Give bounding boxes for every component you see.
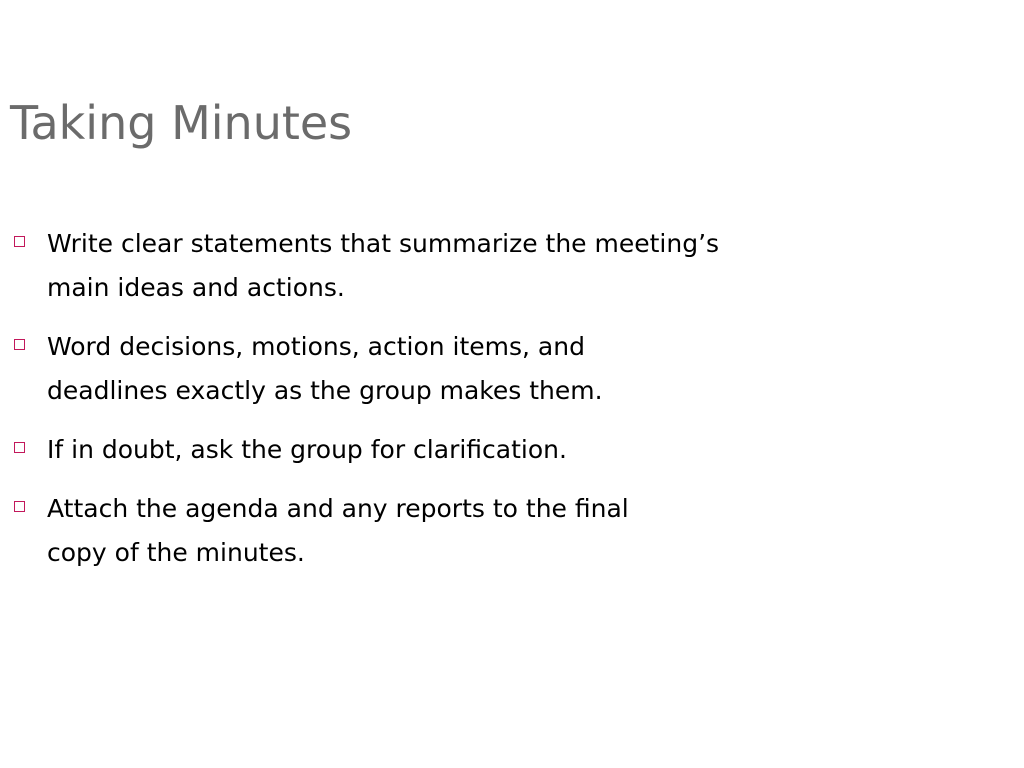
bullet-list [12, 222, 832, 590]
bullet-item [12, 325, 832, 413]
square-bullet-icon [14, 501, 25, 512]
bullet-text-line: Write clear statements that summarize the meeting’s [47, 229, 720, 258]
square-bullet-icon [14, 236, 25, 247]
bullet-text-line: If in doubt, ask the group for clarification. [47, 435, 567, 464]
bullet-item [12, 222, 832, 310]
bullet-text-line: deadlines exactly as the group makes them. [47, 376, 603, 405]
square-bullet-icon [14, 339, 25, 350]
bullet-text-line: Attach the agenda and any reports to the final [47, 494, 629, 523]
bullet-text-line: copy of the minutes. [47, 538, 305, 567]
slide-title: Taking Minutes [10, 96, 353, 150]
bullet-text-line: main ideas and actions. [47, 273, 345, 302]
bullet-item [12, 487, 832, 575]
bullet-item [12, 428, 832, 472]
bullet-text-line: Word decisions, motions, action items, and [47, 332, 585, 361]
square-bullet-icon [14, 442, 25, 453]
